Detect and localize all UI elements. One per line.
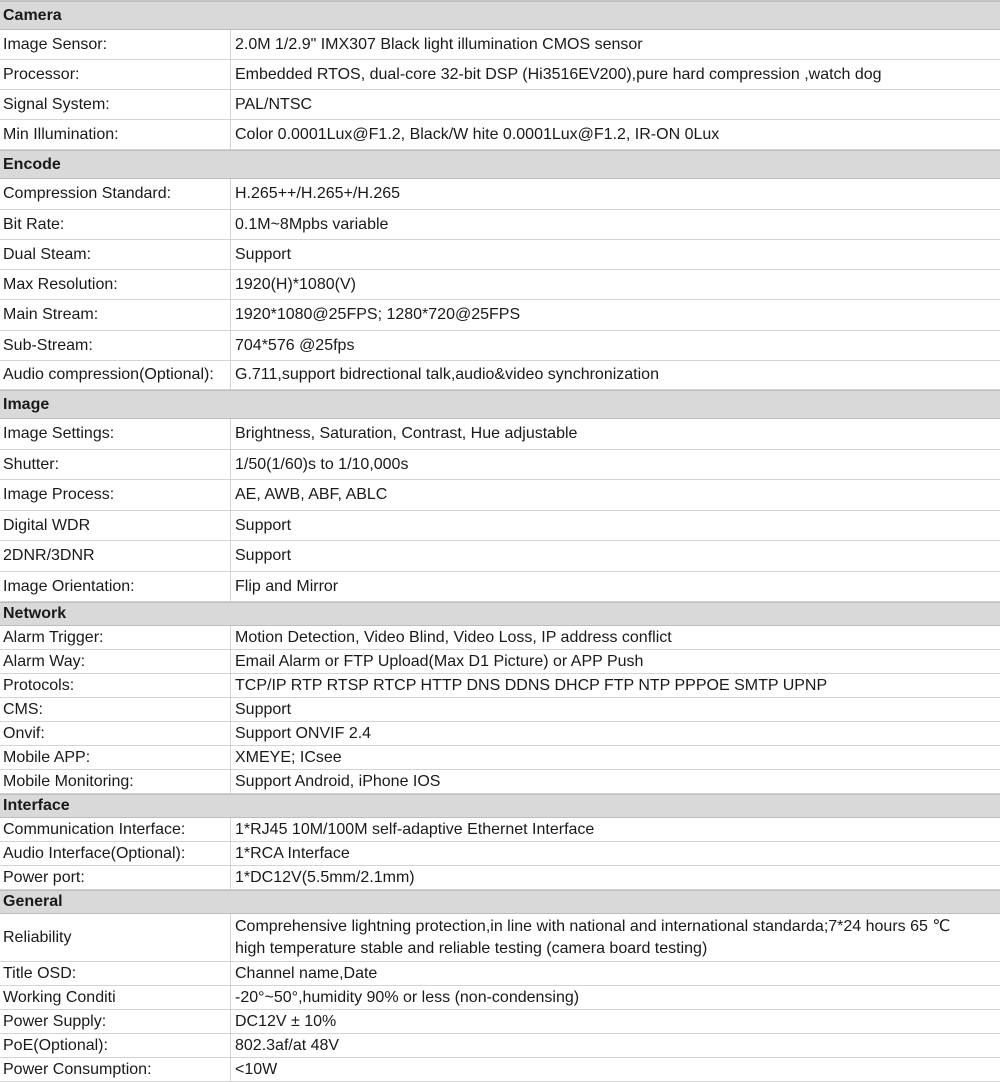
section-header-network: Network bbox=[0, 602, 1000, 626]
spec-label: Reliability bbox=[0, 914, 231, 961]
spec-label: Sub-Stream: bbox=[0, 331, 231, 360]
spec-value: AE, AWB, ABF, ABLC bbox=[235, 486, 388, 503]
spec-label: Power Supply: bbox=[0, 1010, 231, 1033]
spec-label: Max Resolution: bbox=[0, 270, 231, 299]
spec-label: Title OSD: bbox=[0, 962, 231, 985]
spec-row bbox=[0, 962, 1000, 986]
spec-row bbox=[0, 650, 1000, 674]
spec-label: Shutter: bbox=[0, 450, 231, 479]
spec-row bbox=[0, 480, 1000, 511]
spec-value: 0.1M~8Mpbs variable bbox=[235, 215, 389, 233]
spec-label: Audio compression(Optional): bbox=[0, 361, 231, 389]
spec-value: Flip and Mirror bbox=[235, 577, 339, 595]
spec-value: 1*DC12V(5.5mm/2.1mm) bbox=[235, 868, 415, 886]
spec-label: Mobile APP: bbox=[0, 746, 231, 769]
spec-value: Support bbox=[235, 516, 292, 534]
spec-row bbox=[0, 842, 1000, 866]
spec-row bbox=[0, 626, 1000, 650]
spec-row bbox=[0, 30, 1000, 60]
spec-row bbox=[0, 1010, 1000, 1034]
spec-row bbox=[0, 1058, 1000, 1082]
spec-label: Protocols: bbox=[0, 674, 231, 697]
spec-row bbox=[0, 1034, 1000, 1058]
spec-value: 704*576 @25fps bbox=[235, 336, 355, 354]
spec-row bbox=[0, 179, 1000, 210]
spec-row bbox=[0, 450, 1000, 480]
spec-row bbox=[0, 210, 1000, 240]
spec-row bbox=[0, 419, 1000, 450]
spec-label: Min Illumination: bbox=[0, 120, 231, 149]
spec-value: G.711,support bidrectional talk,audio&video synchronization bbox=[235, 366, 659, 383]
spec-label: Alarm Trigger: bbox=[0, 626, 231, 649]
spec-value: Color 0.0001Lux@F1.2, Black/W hite 0.0001Lux@F1.2, IR-ON 0Lux bbox=[235, 125, 720, 143]
spec-label: Audio Interface(Optional): bbox=[0, 842, 231, 865]
spec-label: Bit Rate: bbox=[0, 210, 231, 239]
spec-value: Support bbox=[235, 245, 292, 263]
spec-value: Email Alarm or FTP Upload(Max D1 Picture) or APP Push bbox=[235, 652, 644, 670]
spec-value: Motion Detection, Video Blind, Video Loss, IP address conflict bbox=[235, 628, 672, 646]
spec-value: 802.3af/at 48V bbox=[235, 1036, 340, 1054]
section-header-camera: Camera bbox=[0, 1, 1000, 30]
spec-row bbox=[0, 270, 1000, 300]
spec-value: -20°~50°,humidity 90% or less (non-condensing) bbox=[235, 988, 580, 1006]
spec-row bbox=[0, 818, 1000, 842]
spec-label: Processor: bbox=[0, 60, 231, 89]
spec-row bbox=[0, 331, 1000, 361]
spec-value: 1*RCA Interface bbox=[235, 844, 350, 862]
spec-value: Channel name,Date bbox=[235, 964, 378, 982]
spec-value: 1/50(1/60)s to 1/10,000s bbox=[235, 455, 409, 473]
spec-value: Support Android, iPhone IOS bbox=[235, 772, 441, 790]
spec-row bbox=[0, 120, 1000, 150]
spec-value: Comprehensive lightning protection,in line with national and international standarda;7*24 hours 65 ℃ high temperature stable and reliable testing (camera board testing) bbox=[235, 917, 951, 957]
spec-label: Digital WDR bbox=[0, 511, 231, 540]
spec-row bbox=[0, 698, 1000, 722]
spec-label: 2DNR/3DNR bbox=[0, 541, 231, 571]
section-header-interface: Interface bbox=[0, 794, 1000, 818]
spec-row bbox=[0, 240, 1000, 270]
section-header-encode: Encode bbox=[0, 150, 1000, 179]
section-header-general: General bbox=[0, 890, 1000, 914]
spec-label: Onvif: bbox=[0, 722, 231, 745]
spec-row bbox=[0, 511, 1000, 541]
spec-value: DC12V ± 10% bbox=[235, 1012, 337, 1030]
spec-label: Communication Interface: bbox=[0, 818, 231, 841]
section-header-image: Image bbox=[0, 390, 1000, 419]
spec-value: H.265++/H.265+/H.265 bbox=[235, 185, 401, 202]
spec-label: Image Process: bbox=[0, 480, 231, 510]
spec-label: Compression Standard: bbox=[0, 179, 231, 209]
spec-row bbox=[0, 866, 1000, 890]
spec-value: Support bbox=[235, 700, 292, 718]
spec-row bbox=[0, 572, 1000, 602]
spec-row bbox=[0, 674, 1000, 698]
spec-label: Mobile Monitoring: bbox=[0, 770, 231, 793]
spec-row bbox=[0, 746, 1000, 770]
spec-value: PAL/NTSC bbox=[235, 95, 313, 113]
spec-label: Dual Steam: bbox=[0, 240, 231, 269]
spec-value: 1*RJ45 10M/100M self-adaptive Ethernet Interface bbox=[235, 820, 595, 838]
spec-value: 1920(H)*1080(V) bbox=[235, 275, 356, 293]
spec-label: Image Settings: bbox=[0, 419, 231, 449]
spec-row bbox=[0, 914, 1000, 962]
spec-value: 2.0M 1/2.9" IMX307 Black light illumination CMOS sensor bbox=[235, 35, 643, 53]
spec-value: Support bbox=[235, 547, 292, 564]
spec-row bbox=[0, 361, 1000, 390]
spec-row bbox=[0, 722, 1000, 746]
spec-value: XMEYE; ICsee bbox=[235, 748, 342, 766]
spec-label: Working Conditi bbox=[0, 986, 231, 1009]
spec-row bbox=[0, 300, 1000, 331]
spec-value: TCP/IP RTP RTSP RTCP HTTP DNS DDNS DHCP FTP NTP PPPOE SMTP UPNP bbox=[235, 676, 828, 694]
spec-label: Image Orientation: bbox=[0, 572, 231, 601]
spec-row bbox=[0, 90, 1000, 120]
spec-label: Power Consumption: bbox=[0, 1058, 231, 1081]
spec-row bbox=[0, 986, 1000, 1010]
spec-row bbox=[0, 60, 1000, 90]
spec-label: PoE(Optional): bbox=[0, 1034, 231, 1057]
spec-label: Alarm Way: bbox=[0, 650, 231, 673]
spec-label: Signal System: bbox=[0, 90, 231, 119]
spec-label: Main Stream: bbox=[0, 300, 231, 330]
spec-value: Support ONVIF 2.4 bbox=[235, 724, 372, 742]
spec-row bbox=[0, 541, 1000, 572]
spec-label: CMS: bbox=[0, 698, 231, 721]
spec-label: Image Sensor: bbox=[0, 30, 231, 59]
spec-value: <10W bbox=[235, 1060, 278, 1078]
spec-row bbox=[0, 770, 1000, 794]
spec-label: Power port: bbox=[0, 866, 231, 889]
spec-value: 1920*1080@25FPS; 1280*720@25FPS bbox=[235, 306, 521, 323]
spec-value: Embedded RTOS, dual-core 32-bit DSP (Hi3516EV200),pure hard compression ,watch dog bbox=[235, 65, 882, 83]
spec-value: Brightness, Saturation, Contrast, Hue adjustable bbox=[235, 425, 578, 442]
